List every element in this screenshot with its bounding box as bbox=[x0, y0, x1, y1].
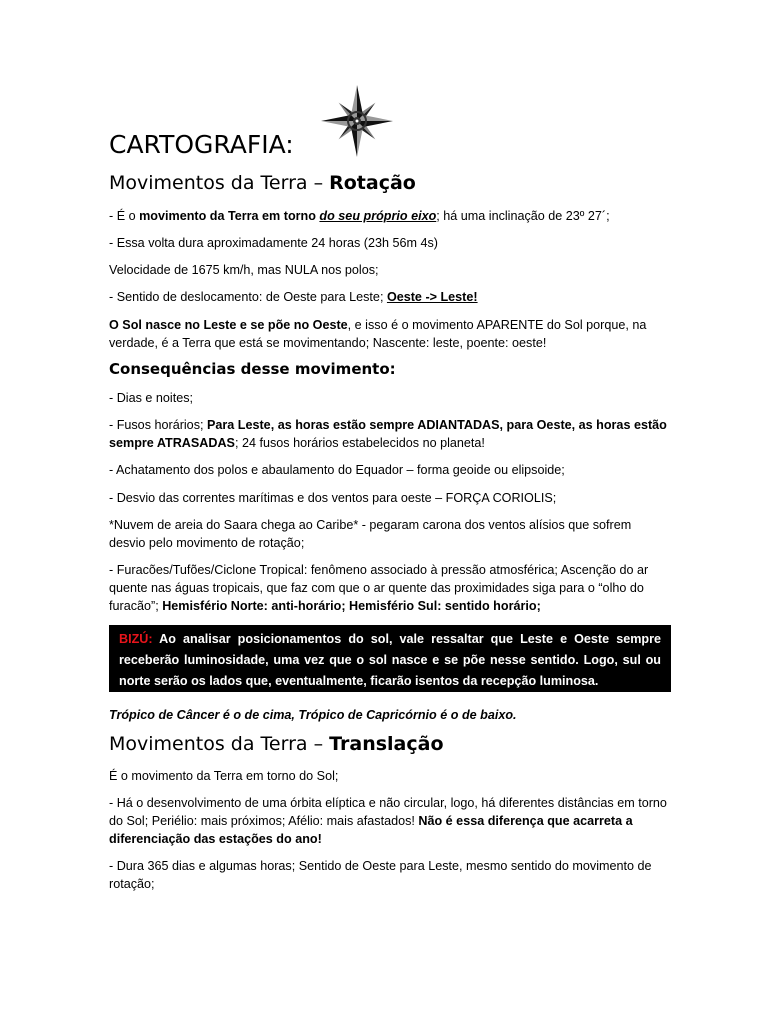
consequencia-item-1: - Dias e noites; bbox=[109, 391, 193, 405]
rotacao-paragraph-5: O Sol nasce no Leste e se põe no Oeste, e isso é o movimento APARENTE do Sol porque, na verdade, é a Terra que está se movimentando; Nascente: leste, poente: oeste! bbox=[109, 318, 647, 350]
compass-rose-icon bbox=[320, 84, 394, 158]
consequencia-item-2: - Fusos horários; Para Leste, as horas estão sempre ADIANTADAS, para Oeste, as horas estão sempre ATRASADAS; 24 fusos horários estabelecidos no planeta! bbox=[109, 418, 667, 450]
consequencia-item-6: - Furacões/Tufões/Ciclone Tropical: fenômeno associado à pressão atmosférica; Ascenção do ar quente nas águas tropicais, que faz com que o ar quente das proximidades siga para o “olho do furacão”; Hemisfério Norte: anti-horário; Hemisfério Sul: sentido horário; bbox=[109, 563, 649, 613]
rotacao-paragraph-4: - Sentido de deslocamento: de Oeste para Leste; Oeste -> Leste! bbox=[109, 290, 478, 304]
translacao-paragraph-2: - Há o desenvolvimento de uma órbita elíptica e não circular, logo, há diferentes distâncias em torno do Sol; Periélio: mais próximos; Afélio: mais afastados! Não é essa diferença que acarreta a diferenciação das estações do ano! bbox=[109, 796, 667, 846]
translacao-paragraph-1: É o movimento da Terra em torno do Sol; bbox=[109, 769, 339, 783]
page-title: CARTOGRAFIA: bbox=[109, 130, 294, 159]
consequencias-heading: Consequências desse movimento: bbox=[109, 360, 396, 378]
rotacao-paragraph-1: - É o movimento da Terra em torno do seu próprio eixo; há uma inclinação de 23º 27´; bbox=[109, 209, 610, 223]
bizu-callout bbox=[109, 625, 671, 692]
consequencia-item-4: - Desvio das correntes marítimas e dos ventos para oeste – FORÇA CORIOLIS; bbox=[109, 491, 557, 505]
translacao-heading: Movimentos da Terra – Translação bbox=[109, 733, 444, 755]
bizu-label: BIZÚ: bbox=[119, 632, 153, 646]
rotacao-paragraph-3: Velocidade de 1675 km/h, mas NULA nos polos; bbox=[109, 263, 379, 277]
bizu-text: Ao analisar posicionamentos do sol, vale ressaltar que Leste e Oeste sempre receberão luminosidade, uma vez que o sol nasce e se põe nesse sentido. Logo, sul ou norte serão os lados que, eventualmente, ficarão isentos da recepção luminosa. bbox=[119, 632, 661, 688]
consequencia-item-3: - Achatamento dos polos e abaulamento do Equador – forma geoide ou elipsoide; bbox=[109, 463, 565, 477]
translacao-paragraph-3: - Dura 365 dias e algumas horas; Sentido de Oeste para Leste, mesmo sentido do movimento de rotação; bbox=[109, 859, 652, 891]
tropico-note: Trópico de Câncer é o de cima, Trópico de Capricórnio é o de baixo. bbox=[109, 708, 517, 722]
consequencia-item-5: *Nuvem de areia do Saara chega ao Caribe* - pegaram carona dos ventos alísios que sofrem desvio pelo movimento de rotação; bbox=[109, 518, 632, 550]
rotacao-paragraph-2: - Essa volta dura aproximadamente 24 horas (23h 56m 4s) bbox=[109, 236, 439, 250]
rotacao-heading: Movimentos da Terra – Rotação bbox=[109, 172, 416, 194]
